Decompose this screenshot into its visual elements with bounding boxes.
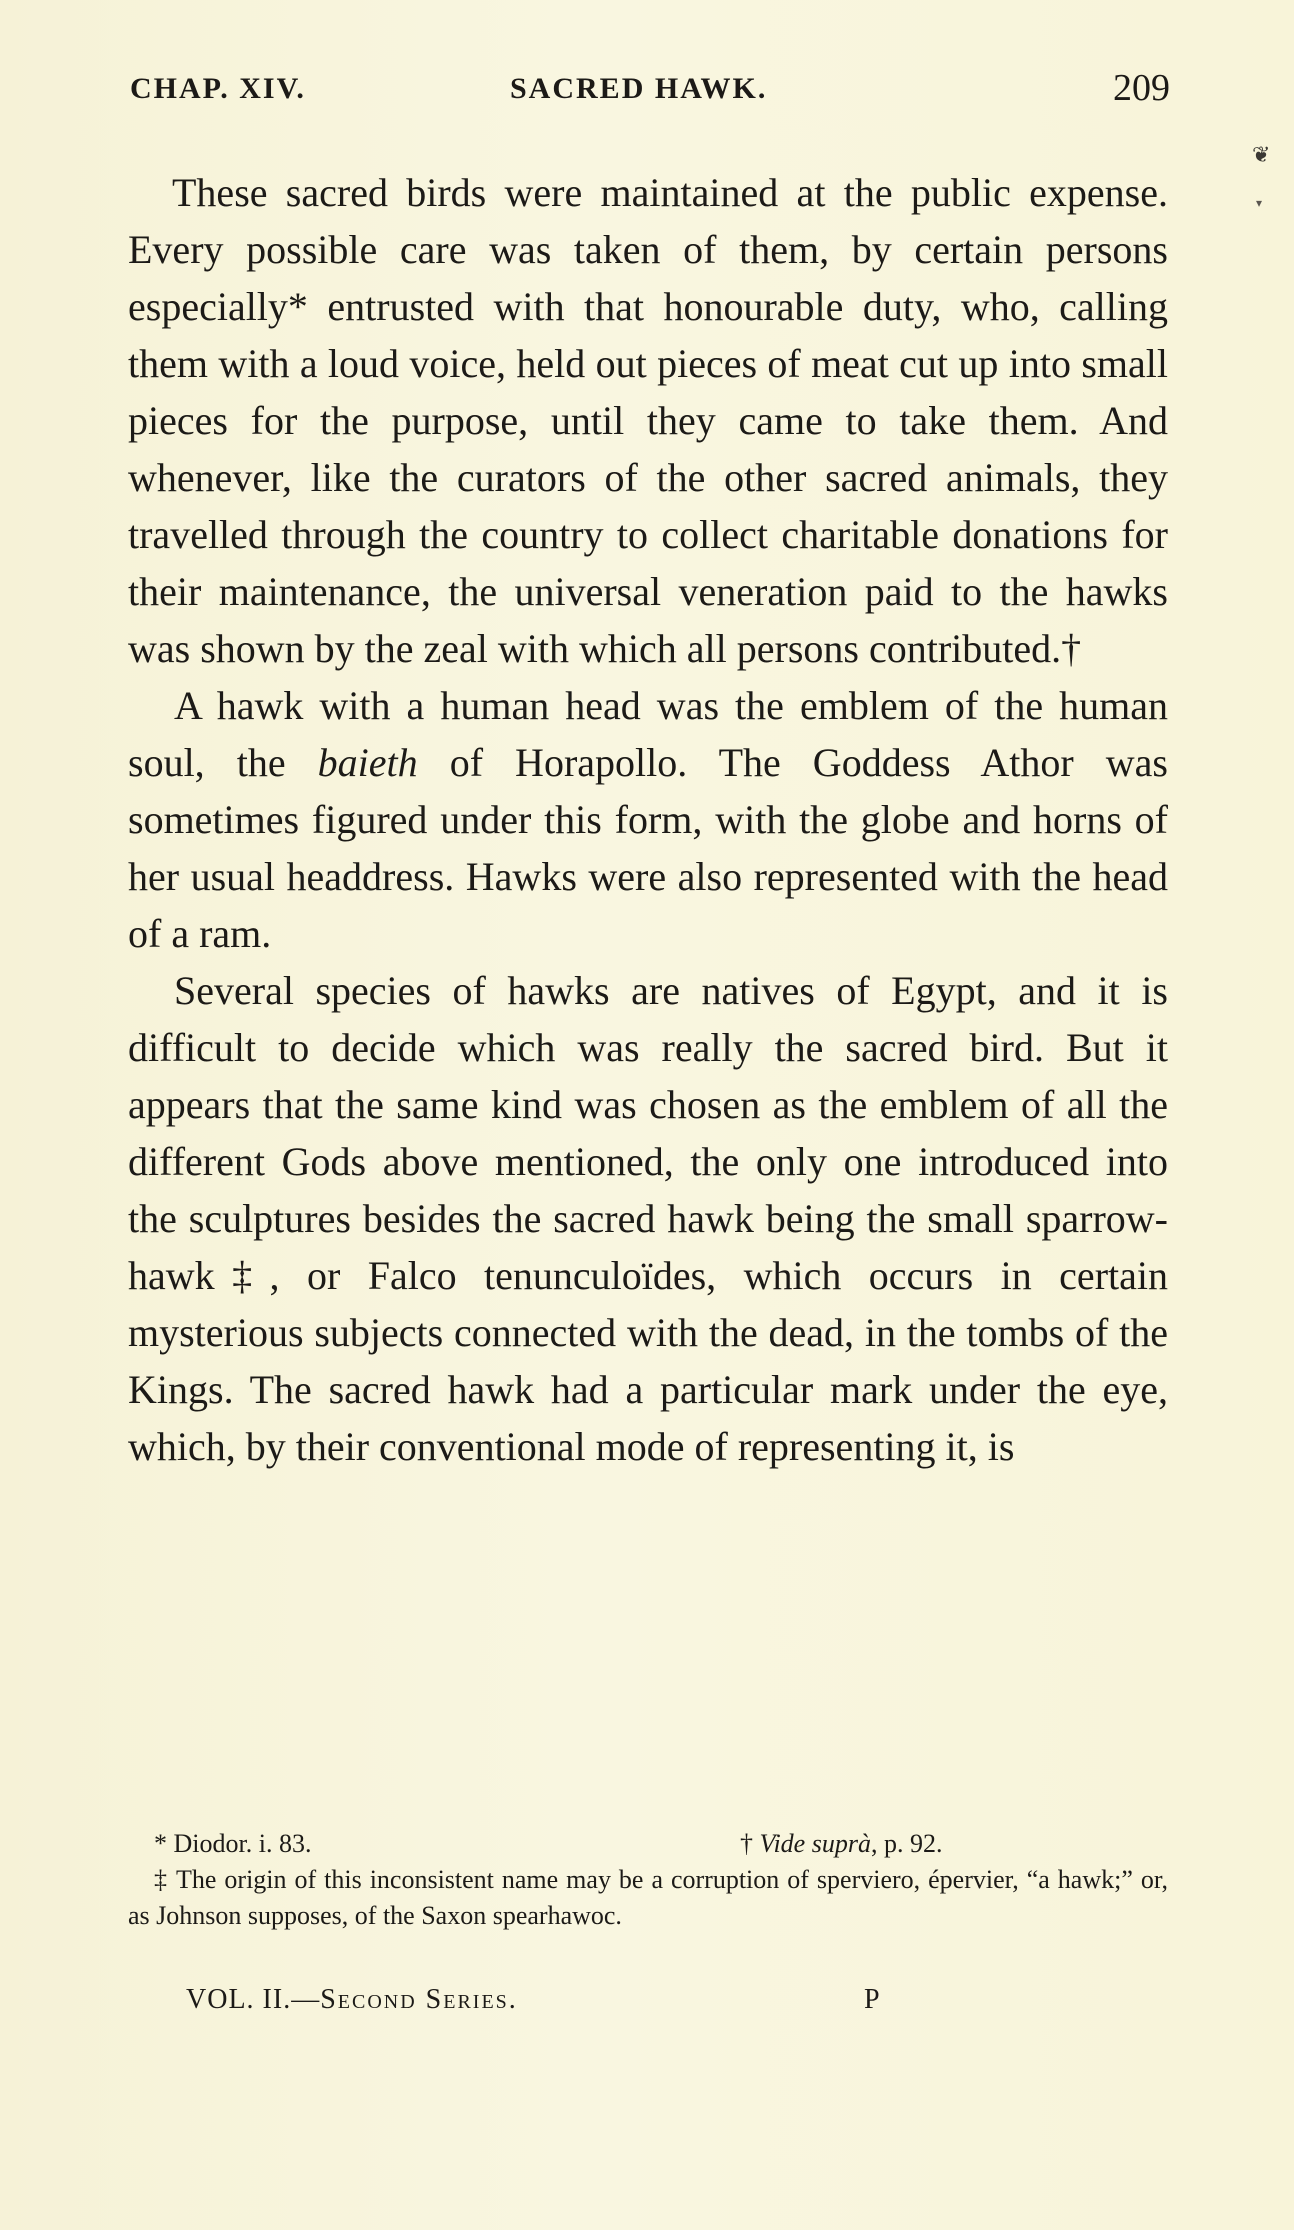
paragraph-1-text: These sacred birds were maintained at the public expense. Every possible care was taken of them, by certain persons especially* entrusted with that honourable duty, who, calling them with a loud voice, held out pieces of meat cut up into small pieces for the purpose, until they came to take them. And whenever, like the curators of the other sacred animals, they travelled through the country to collect charitable donations for their maintenance, the universal veneration paid to the hawks was shown by the zeal with which all persons contributed.†: [128, 170, 1168, 671]
running-title: SACRED HAWK.: [510, 72, 768, 105]
footnote-dagger-rest: , p. 92.: [870, 1829, 943, 1858]
footnote-dagger-mark: †: [740, 1829, 760, 1858]
signature-mark: P: [864, 1984, 881, 2015]
footnote-dagger-italic: Vide suprà: [759, 1829, 871, 1858]
paragraph-2-text-a: A hawk with a human head was the emblem of the human soul, the: [128, 683, 1168, 785]
footnotes: [128, 1826, 1168, 1934]
volume-label: [186, 1984, 518, 2016]
footnote-double-dagger: ‡ The origin of this inconsistent name may be a corruption of sperviero, épervier, “a hawk;” or, as Johnson supposes, of the Saxon spearhawoc.: [128, 1865, 1168, 1930]
volume-prefix: VOL. II.—: [186, 1984, 321, 2015]
paragraph-3-text: Several species of hawks are natives of Egypt, and it is difficult to decide which was really the sacred bird. But it appears that the same kind was chosen as the emblem of all the different Gods above mentioned, the only one introduced into the sculptures besides the sacred hawk being the small sparrow-hawk‡, or Falco tenunculoïdes, which occurs in certain mysterious subjects connected with the dead, in the tombs of the Kings. The sacred hawk had a particular mark under the eye, which, by their conventional mode of representing it, is: [128, 968, 1168, 1469]
paragraph-3: [128, 962, 1168, 1475]
running-head: [130, 67, 1170, 122]
page-number: 209: [1113, 67, 1170, 109]
paragraph-2: [128, 677, 1168, 962]
body-text: [128, 164, 1168, 1475]
chapter-label: CHAP. XIV.: [130, 72, 306, 105]
signature-line: [186, 1984, 1006, 2024]
paragraph-2-italic-baieth: baieth: [317, 740, 418, 785]
paragraph-1: [128, 164, 1168, 677]
volume-series: Second Series.: [320, 1984, 518, 2015]
paragraph-2-text-b: of Horapollo. The Goddess Athor was sometimes figured under this form, with the globe and horns of her usual headdress. Hawks were also represented with the head of a ram.: [128, 740, 1168, 956]
margin-ornament-icon: ❦: [1252, 142, 1271, 167]
footnote-row-1: [128, 1826, 1168, 1862]
footnote-asterisk: * Diodor. i. 83.: [154, 1829, 312, 1858]
margin-dot-icon: ▾: [1256, 196, 1263, 210]
footnote-dagger: [740, 1826, 942, 1862]
